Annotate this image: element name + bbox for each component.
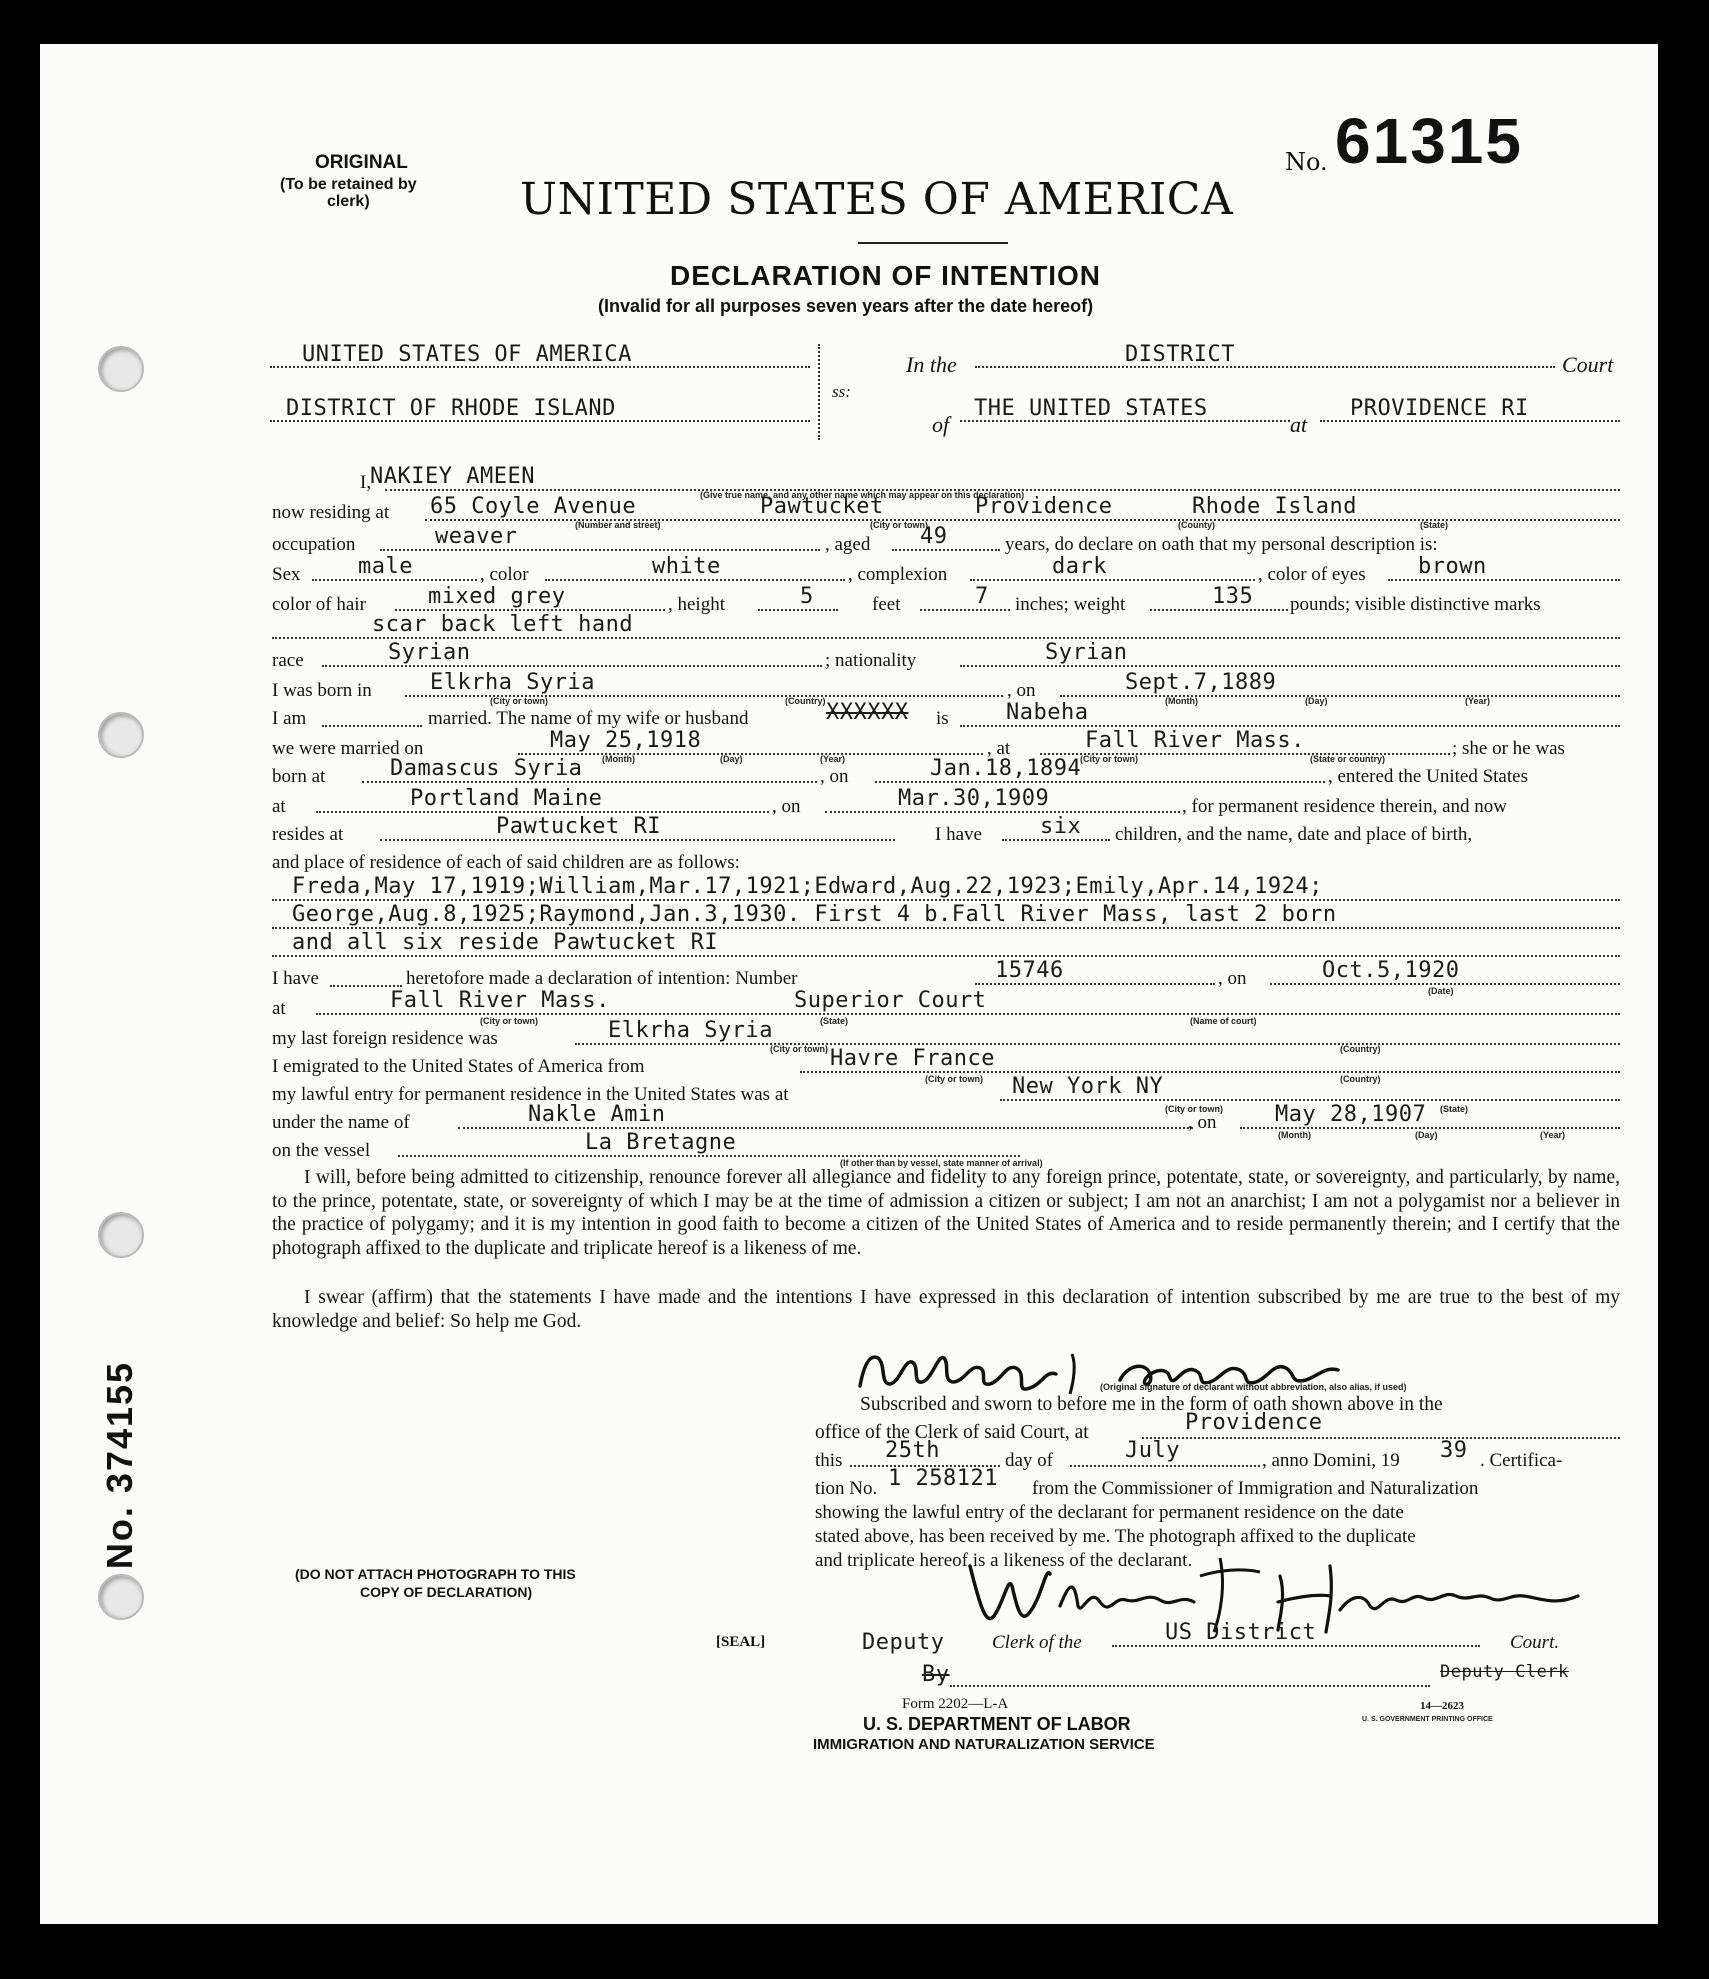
jurat-anno-domini: , anno Domini, 19 xyxy=(1262,1450,1400,1471)
label-on-vessel: on the vessel xyxy=(272,1140,371,1161)
line-arrival-date xyxy=(1240,1127,1620,1129)
label-last-residence: my last foreign residence was xyxy=(272,1028,498,1049)
label-married: married. The name of my wife or husband xyxy=(428,708,749,729)
field-entry-place: Portland Maine xyxy=(410,786,603,811)
field-children-line-3: and all six reside Pawtucket RI xyxy=(292,930,719,955)
label-i-have-2: I have xyxy=(272,968,319,989)
photo-note-1: (DO NOT ATTACH PHOTOGRAPH TO THIS xyxy=(295,1566,576,1582)
note-other-than-vessel: (If other than by vessel, state manner of arrival) xyxy=(840,1158,1043,1168)
label-now-residing: now residing at xyxy=(272,502,390,523)
jurat-line-showing: showing the lawful entry of the declarant for permanent residence on the date xyxy=(815,1502,1404,1523)
label-is: is xyxy=(936,708,949,729)
venue-district: DISTRICT OF RHODE ISLAND xyxy=(286,396,616,421)
line-prior-number xyxy=(975,983,1215,985)
field-eyes: brown xyxy=(1418,554,1487,579)
line-by xyxy=(950,1685,1430,1687)
line-vessel xyxy=(398,1155,1020,1157)
label-on-2: , on xyxy=(820,766,849,787)
note-city-1: (City or town) xyxy=(490,696,548,706)
label-born-in: I was born in xyxy=(272,680,372,701)
field-marriage-date: May 25,1918 xyxy=(550,728,702,753)
field-hair: mixed grey xyxy=(428,584,566,609)
retained-note: (To be retained by clerk) xyxy=(280,176,417,210)
form-number: Form 2202—L-A xyxy=(902,1696,1009,1712)
printing-office: U. S. GOVERNMENT PRINTING OFFICE xyxy=(1362,1716,1493,1723)
line-marital xyxy=(322,725,422,727)
line-occupation xyxy=(380,549,820,551)
note-year-6: (Year) xyxy=(1540,1130,1566,1140)
court-label: Court xyxy=(1562,352,1614,377)
field-weight: 135 xyxy=(1212,584,1254,609)
line-num-children xyxy=(1002,839,1110,841)
line-color xyxy=(545,579,845,581)
line-eyes xyxy=(1388,579,1620,581)
by-label: By xyxy=(922,1662,950,1687)
department-label: U. S. DEPARTMENT OF LABOR xyxy=(863,1714,1131,1734)
label-nationality: ; nationality xyxy=(825,650,917,671)
line-entry-port xyxy=(1000,1099,1620,1101)
jurat-line-1: Subscribed and sworn to before me in the form of oath shown above in the xyxy=(860,1394,1443,1415)
court-of: THE UNITED STATES xyxy=(974,396,1208,421)
oath-paragraph-2: I swear (affirm) that the statements I have made and the intentions I have expressed in this declaration of intention subscribed by me are true to the best of my knowledge and belief: So help me God. xyxy=(272,1287,1620,1332)
venue-bracket xyxy=(818,344,830,440)
label-occupation: occupation xyxy=(272,534,356,555)
line-have-made xyxy=(330,985,402,987)
jurat-line-stated: stated above, has been received by me. The photograph affixed to the duplicate xyxy=(815,1526,1416,1547)
label-at-marriage: , at xyxy=(987,738,1011,759)
jurat-line-2: office of the Clerk of said Court, at xyxy=(815,1422,1089,1443)
field-spouse-birthdate: Jan.18,1894 xyxy=(930,756,1082,781)
jurat-month: July xyxy=(1125,1438,1180,1463)
line-feet xyxy=(758,609,838,611)
line-inches xyxy=(920,609,1010,611)
note-country-5: (Country) xyxy=(1340,1074,1381,1084)
deputy-label: Deputy xyxy=(862,1630,945,1655)
note-state-3: (State) xyxy=(820,1016,849,1026)
field-state: Rhode Island xyxy=(1192,494,1357,519)
line-children-2 xyxy=(272,927,1620,929)
side-number: No. 374155 xyxy=(99,1360,140,1570)
field-last-residence: Elkrha Syria xyxy=(608,1018,773,1043)
note-city-6: (City or town) xyxy=(1165,1104,1223,1114)
line-nationality xyxy=(960,665,1620,667)
label-heretofore: heretofore made a declaration of intention: Number xyxy=(406,968,798,989)
field-spouse-residence: Pawtucket RI xyxy=(496,814,661,839)
label-color: , color xyxy=(480,564,529,585)
print-code: 14—2623 xyxy=(1420,1700,1464,1712)
line-birthdate xyxy=(1060,695,1620,697)
label-she-was: ; she or he was xyxy=(1452,738,1565,759)
label-at-prior: at xyxy=(272,998,286,1019)
document-title: UNITED STATES OF AMERICA xyxy=(520,174,1234,225)
field-entry-date: Mar.30,1909 xyxy=(898,786,1050,811)
invalid-note: (Invalid for all purposes seven years after the date hereof) xyxy=(598,296,1094,316)
note-city-4: (City or town) xyxy=(770,1044,828,1054)
court-location: PROVIDENCE RI xyxy=(1350,396,1529,421)
note-country-4: (Country) xyxy=(1340,1044,1381,1054)
note-state-6: (State) xyxy=(1440,1104,1469,1114)
note-city-2: (City or town) xyxy=(1080,754,1138,764)
note-name-of-court: (Name of court) xyxy=(1190,1016,1257,1026)
line-prior-court xyxy=(316,1013,1620,1015)
label-on-1: , on xyxy=(1007,680,1036,701)
field-vessel: La Bretagne xyxy=(585,1130,737,1155)
label-resides-at: resides at xyxy=(272,824,344,845)
label-sex: Sex xyxy=(272,564,301,585)
clerk-court: US District xyxy=(1165,1620,1317,1645)
jurat-certification: . Certifica- xyxy=(1480,1450,1563,1471)
label-inches-weight: inches; weight xyxy=(1015,594,1126,615)
line-spouse xyxy=(960,725,1620,727)
field-entry-arrival-date: May 28,1907 xyxy=(1275,1102,1427,1127)
jurat-day: 25th xyxy=(885,1438,940,1463)
jurat-from-commissioner: from the Commissioner of Immigration and Naturalization xyxy=(1032,1478,1479,1499)
declaration-document xyxy=(40,44,1658,1924)
venue-country: UNITED STATES OF AMERICA xyxy=(302,342,632,367)
field-marks: scar back left hand xyxy=(372,612,634,637)
line-clerk-court xyxy=(1112,1645,1480,1647)
note-country-1: (Country) xyxy=(785,696,826,706)
label-lawful-entry: my lawful entry for permanent residence in the United States was at xyxy=(272,1084,789,1105)
field-num-children: six xyxy=(1040,814,1082,839)
field-emigrated-from: Havre France xyxy=(830,1046,995,1071)
line-spouse-birthplace xyxy=(362,781,817,783)
oath-paragraph-1: I will, before being admitted to citizenship, renounce forever all allegiance and fidelity to any foreign prince, potentate, state, or sovereignty, and particularly, by name, to the prince, potentate, state, or sovereignty of which I may be at the time of admission a citizen or subject; I am not an anarchist; I am not a polygamist nor a believer in the practice of polygamy; and it is my intention in good faith to become a citizen of the United States of America and to reside permanently therein; and I certify that the photograph affixed to the duplicate and triplicate hereof is a likeness of me. xyxy=(272,1167,1620,1259)
label-emigrated: I emigrated to the United States of America from xyxy=(272,1056,645,1077)
original-label: ORIGINAL xyxy=(315,152,408,173)
punch-hole-mid xyxy=(98,712,144,758)
note-signature: (Original signature of declarant without abbreviation, also alias, if used) xyxy=(1100,1382,1407,1392)
field-children-line-2: George,Aug.8,1925;Raymond,Jan.3,1930. First 4 b.Fall River Mass, last 2 born xyxy=(292,902,1337,927)
deputy-clerk-label: Deputy Clerk xyxy=(1440,1662,1569,1682)
line-marriage-date xyxy=(518,753,983,755)
note-day-1: (Day) xyxy=(1305,696,1328,706)
court-type-line xyxy=(975,366,1555,368)
field-height-inches: 7 xyxy=(975,584,989,609)
field-prior-decl-number: 15746 xyxy=(995,958,1064,983)
field-children-line-1: Freda,May 17,1919;William,Mar.17,1921;Edward,Aug.22,1923;Emily,Apr.14,1924; xyxy=(292,874,1323,899)
field-city: Pawtucket xyxy=(760,494,884,519)
field-height-feet: 5 xyxy=(800,584,814,609)
line-race xyxy=(322,665,822,667)
service-label: IMMIGRATION AND NATURALIZATION SERVICE xyxy=(813,1736,1155,1753)
label-height: , height xyxy=(668,594,725,615)
note-state: (State) xyxy=(1420,520,1449,530)
field-age: 49 xyxy=(920,524,948,549)
of-label: of xyxy=(932,412,950,437)
field-prior-decl-court: Superior Court xyxy=(794,988,987,1013)
line-age xyxy=(892,549,1000,551)
ss-label: ss: xyxy=(832,382,851,401)
field-occupation: weaver xyxy=(435,524,518,549)
field-name: NAKIEY AMEEN xyxy=(370,464,535,489)
label-children-text: children, and the name, date and place of birth, xyxy=(1115,824,1473,845)
line-jurat-place xyxy=(1142,1437,1620,1439)
line-children-1 xyxy=(272,899,1620,901)
field-entry-name: Nakle Amin xyxy=(528,1102,666,1127)
field-marriage-place: Fall River Mass. xyxy=(1085,728,1305,753)
label-entered-us: , entered the United States xyxy=(1328,766,1528,787)
punch-hole-top xyxy=(98,346,144,392)
line-sex xyxy=(312,579,477,581)
label-i: I, xyxy=(360,472,372,493)
line-entry-place xyxy=(316,811,769,813)
note-day-6: (Day) xyxy=(1415,1130,1438,1140)
punch-hole-lower xyxy=(98,1212,144,1258)
field-color: white xyxy=(652,554,721,579)
court-of-line xyxy=(960,420,1290,422)
line-marks xyxy=(272,637,1620,639)
line-spouse-residence xyxy=(380,839,895,841)
note-day-2: (Day) xyxy=(720,754,743,764)
note-county: (County) xyxy=(1178,520,1215,530)
label-married-on: we were married on xyxy=(272,738,424,759)
label-under-name: under the name of xyxy=(272,1112,410,1133)
note-city-5: (City or town) xyxy=(925,1074,983,1084)
court-type: DISTRICT xyxy=(1125,342,1235,367)
field-prior-decl-date: Oct.5,1920 xyxy=(1322,958,1460,983)
line-prior-date xyxy=(1270,983,1620,985)
label-race: race xyxy=(272,650,304,671)
label-permanent-residence: , for permanent residence therein, and now xyxy=(1182,796,1507,817)
line-spouse-birthdate xyxy=(875,781,1325,783)
title-rule xyxy=(858,242,1008,244)
line-last-residence xyxy=(575,1043,1620,1045)
note-year-1: (Year) xyxy=(1465,696,1491,706)
document-subtitle: DECLARATION OF INTENTION xyxy=(670,260,1102,291)
jurat-year-suffix: 39 xyxy=(1440,1438,1468,1463)
note-month-1: (Month) xyxy=(1165,696,1198,706)
label-hair: color of hair xyxy=(272,594,366,615)
note-state-country-2: (State or country) xyxy=(1310,754,1386,764)
label-eyes: , color of eyes xyxy=(1258,564,1366,585)
note-city-town: (City or town) xyxy=(870,520,928,530)
line-jurat-month xyxy=(1070,1465,1260,1467)
field-spouse-birthplace: Damascus Syria xyxy=(390,756,583,781)
at-label: at xyxy=(1290,412,1308,437)
note-year-2: (Year) xyxy=(820,754,846,764)
label-i-have: I have xyxy=(935,824,982,845)
field-spouse-struck: XXXXXX xyxy=(826,700,909,725)
seal-label: [SEAL] xyxy=(716,1634,766,1650)
note-city-3: (City or town) xyxy=(480,1016,538,1026)
note-true-name: (Give true name, and any other name which may appear on this declaration) xyxy=(700,490,1025,500)
photo-note-2: COPY OF DECLARATION) xyxy=(360,1584,533,1600)
field-entry-port: New York NY xyxy=(1012,1074,1164,1099)
note-number-street: (Number and street) xyxy=(575,520,661,530)
line-children-3 xyxy=(272,955,1620,957)
clerk-of-the: Clerk of the xyxy=(992,1632,1082,1653)
label-on-3: , on xyxy=(772,796,801,817)
label-on-5: , on xyxy=(1188,1112,1217,1133)
jurat-this: this xyxy=(815,1450,843,1471)
jurat-day-of: day of xyxy=(1005,1450,1054,1471)
jurat-tion-no: tion No. xyxy=(815,1478,878,1499)
field-spouse-name: Nabeha xyxy=(1006,700,1089,725)
note-month-6: (Month) xyxy=(1278,1130,1311,1140)
label-aged: , aged xyxy=(825,534,871,555)
line-complexion xyxy=(970,579,1255,581)
label-pounds-marks: pounds; visible distinctive marks xyxy=(1290,594,1541,615)
field-birthplace: Elkrha Syria xyxy=(430,670,595,695)
jurat-place: Providence xyxy=(1185,1410,1323,1435)
note-month-2: (Month) xyxy=(602,754,635,764)
line-entry-date xyxy=(825,811,1180,813)
in-the-label: In the xyxy=(906,352,957,377)
label-complexion: , complexion xyxy=(848,564,948,585)
label-children-residence: and place of residence of each of said children are as follows: xyxy=(272,852,740,873)
field-race: Syrian xyxy=(388,640,471,665)
venue-district-line xyxy=(270,420,810,422)
label-at-entry: at xyxy=(272,796,286,817)
court-location-line xyxy=(1320,420,1620,422)
field-county: Providence xyxy=(975,494,1113,519)
line-weight xyxy=(1150,609,1288,611)
court-word: Court. xyxy=(1510,1632,1560,1653)
line-emigrated xyxy=(800,1071,1620,1073)
label-years-declare: years, do declare on oath that my personal description is: xyxy=(1005,534,1438,555)
note-date: (Date) xyxy=(1428,986,1454,996)
label-feet: feet xyxy=(872,594,901,615)
field-prior-decl-city: Fall River Mass. xyxy=(390,988,610,1013)
line-hair xyxy=(395,609,665,611)
jurat-cert-number: 1 258121 xyxy=(888,1466,998,1491)
field-street: 65 Coyle Avenue xyxy=(430,494,637,519)
label-on-4: , on xyxy=(1218,968,1247,989)
label-i-am: I am xyxy=(272,708,307,729)
field-nationality: Syrian xyxy=(1045,640,1128,665)
venue-country-line xyxy=(270,366,810,368)
line-entry-name xyxy=(458,1127,1193,1129)
field-sex: male xyxy=(358,554,413,579)
jurat-line-triplicate: and triplicate hereof is a likeness of the declarant. xyxy=(815,1550,1193,1571)
number-prefix: No. xyxy=(1285,148,1328,176)
field-complexion: dark xyxy=(1052,554,1107,579)
certificate-number: 61315 xyxy=(1335,105,1523,177)
field-birthdate: Sept.7,1889 xyxy=(1125,670,1277,695)
label-born-at: born at xyxy=(272,766,326,787)
